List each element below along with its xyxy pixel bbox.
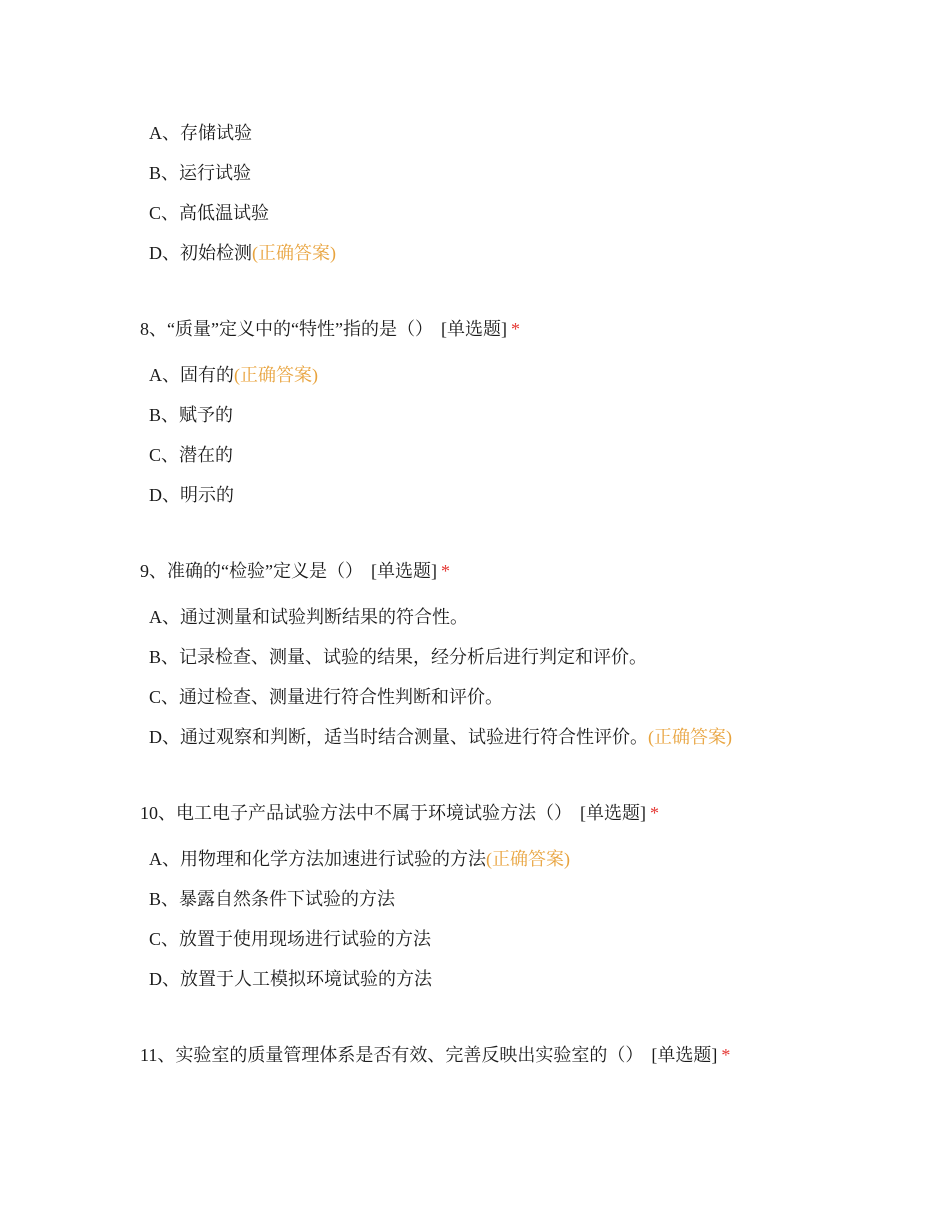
q7-option-c: C、高低温试验 — [149, 203, 270, 223]
q9-option-c: C、通过检查、测量进行符合性判断和评价。 — [149, 687, 504, 707]
q8-option-a: A、固有的(正确答案) — [149, 365, 318, 385]
q10-option-c: C、放置于使用现场进行试验的方法 — [149, 929, 432, 949]
question-10-title: 10、电工电子产品试验方法中不属于环境试验方法（） [单选题] * — [140, 803, 659, 823]
q10-option-d: D、放置于人工模拟环境试验的方法 — [149, 969, 432, 989]
correct-answer-label: (正确答案) — [486, 849, 570, 869]
question-type-label: [单选题] — [370, 561, 437, 581]
q7-option-a: A、存储试验 — [149, 123, 252, 143]
question-8-title: 8、“质量”定义中的“特性”指的是（） [单选题] * — [140, 319, 520, 339]
correct-answer-label: (正确答案) — [234, 365, 318, 385]
q8-option-d: D、明示的 — [149, 485, 234, 505]
question-11-title: 11、实验室的质量管理体系是否有效、完善反映出实验室的（） [单选题] * — [140, 1045, 731, 1065]
q7-option-d: D、初始检测(正确答案) — [149, 243, 336, 263]
q9-option-a: A、通过测量和试验判断结果的符合性。 — [149, 607, 468, 627]
required-star: * — [510, 319, 520, 339]
q9-option-d: D、通过观察和判断，适当时结合测量、试验进行符合性评价。(正确答案) — [149, 727, 732, 747]
required-star: * — [440, 561, 450, 581]
question-type-label: [单选题] — [580, 803, 646, 823]
required-star: * — [721, 1045, 731, 1065]
q8-option-b: B、赋予的 — [149, 405, 234, 425]
correct-answer-label: (正确答案) — [252, 243, 336, 263]
q8-option-c: C、潜在的 — [149, 445, 234, 465]
question-type-label: [单选题] — [651, 1045, 718, 1065]
q9-option-b: B、记录检查、测量、试验的结果，经分析后进行判定和评价。 — [149, 647, 648, 667]
q7-option-b: B、运行试验 — [149, 163, 252, 183]
q10-option-b: B、暴露自然条件下试验的方法 — [149, 889, 396, 909]
question-type-label: [单选题] — [440, 319, 507, 339]
question-9-title: 9、准确的“检验”定义是（） [单选题] * — [140, 561, 450, 581]
required-star: * — [650, 803, 659, 823]
correct-answer-label: (正确答案) — [648, 727, 732, 747]
q10-option-a: A、用物理和化学方法加速进行试验的方法(正确答案) — [149, 849, 570, 869]
